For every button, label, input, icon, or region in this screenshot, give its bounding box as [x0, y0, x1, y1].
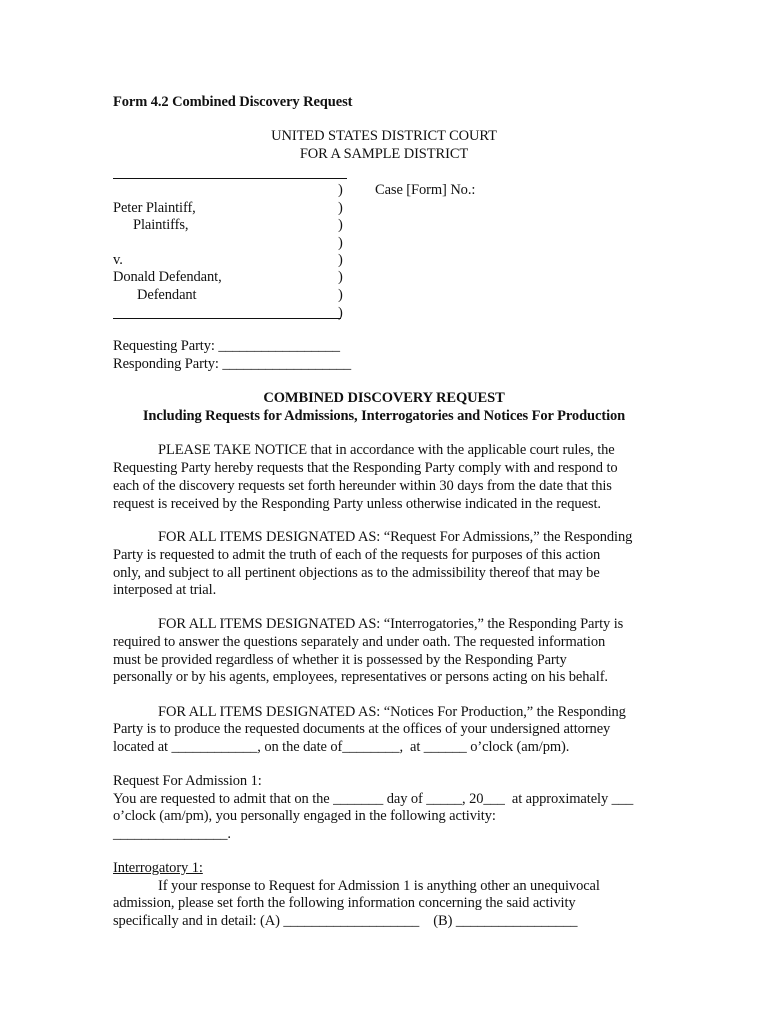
- caption-paren: ): [338, 269, 343, 285]
- plaintiff-name: Peter Plaintiff,: [113, 200, 196, 216]
- court-district: FOR A SAMPLE DISTRICT: [299, 146, 469, 162]
- caption-paren: ): [338, 182, 343, 198]
- caption-paren: ): [338, 200, 343, 216]
- document-subheading: Including Requests for Admissions, Interrogatories and Notices For Production: [142, 408, 626, 424]
- paragraph-line: FOR ALL ITEMS DESIGNATED AS: “Interrogatories,” the Responding Party is: [158, 616, 624, 632]
- admission-line: o’clock (am/pm), you personally engaged in the following activity:: [113, 808, 496, 824]
- paragraph-line: FOR ALL ITEMS DESIGNATED AS: “Request For Admissions,” the Responding: [158, 529, 633, 545]
- caption-bottom-rule: [113, 318, 341, 319]
- caption-paren: ): [338, 235, 343, 251]
- plaintiff-role: Plaintiffs,: [133, 217, 189, 233]
- admission-line: You are requested to admit that on the _______ day of _____, 20___ at approximately ___: [113, 791, 634, 807]
- caption-paren: ): [338, 252, 343, 268]
- paragraph-line: request is received by the Responding Party unless otherwise indicated in the request.: [113, 496, 601, 512]
- admission-heading: Request For Admission 1:: [113, 773, 262, 789]
- interrogatory-line: If your response to Request for Admission 1 is anything other an unequivocal: [158, 878, 600, 894]
- caption-paren: ): [338, 305, 343, 321]
- court-name: UNITED STATES DISTRICT COURT: [271, 128, 497, 144]
- responding-party: Responding Party: __________________: [113, 356, 352, 372]
- caption-paren: ): [338, 287, 343, 303]
- interrogatory-line: admission, please set forth the following information concerning the said activity: [113, 895, 576, 911]
- versus: v.: [113, 252, 123, 268]
- paragraph-line: interposed at trial.: [113, 582, 217, 598]
- caption-top-rule: [113, 178, 347, 179]
- defendant-name: Donald Defendant,: [113, 269, 222, 285]
- caption-paren: ): [338, 217, 343, 233]
- paragraph-line: FOR ALL ITEMS DESIGNATED AS: “Notices For Production,” the Responding: [158, 704, 626, 720]
- paragraph-line: located at ____________, on the date of________, at ______ o’clock (am/pm).: [113, 739, 570, 755]
- admission-line: ________________.: [113, 826, 231, 842]
- interrogatory-heading: Interrogatory 1:: [113, 860, 203, 876]
- paragraph-line: only, and subject to all pertinent objections as to the admissibility thereof that may be: [113, 565, 600, 581]
- paragraph-line: Party is to produce the requested documents at the offices of your undersigned attorney: [113, 721, 611, 737]
- interrogatory-line: specifically and in detail: (A) ___________________ (B) _________________: [113, 913, 578, 929]
- form-title: Form 4.2 Combined Discovery Request: [113, 94, 353, 110]
- paragraph-line: must be provided regardless of whether it is possessed by the Responding Party: [113, 652, 567, 668]
- case-number-label: Case [Form] No.:: [375, 182, 476, 198]
- defendant-role: Defendant: [137, 287, 197, 303]
- paragraph-line: Party is requested to admit the truth of each of the requests for purposes of this action: [113, 547, 601, 563]
- document-heading: COMBINED DISCOVERY REQUEST: [263, 390, 505, 406]
- requesting-party: Requesting Party: _________________: [113, 338, 340, 354]
- paragraph-line: required to answer the questions separately and under oath. The requested information: [113, 634, 606, 650]
- paragraph-line: each of the discovery requests set forth hereunder within 30 days from the date that this: [113, 478, 612, 494]
- paragraph-line: PLEASE TAKE NOTICE that in accordance with the applicable court rules, the: [158, 442, 615, 458]
- paragraph-line: personally or by his agents, employees, representatives or persons acting on his behalf.: [113, 669, 608, 685]
- paragraph-line: Requesting Party hereby requests that the Responding Party comply with and respond to: [113, 460, 618, 476]
